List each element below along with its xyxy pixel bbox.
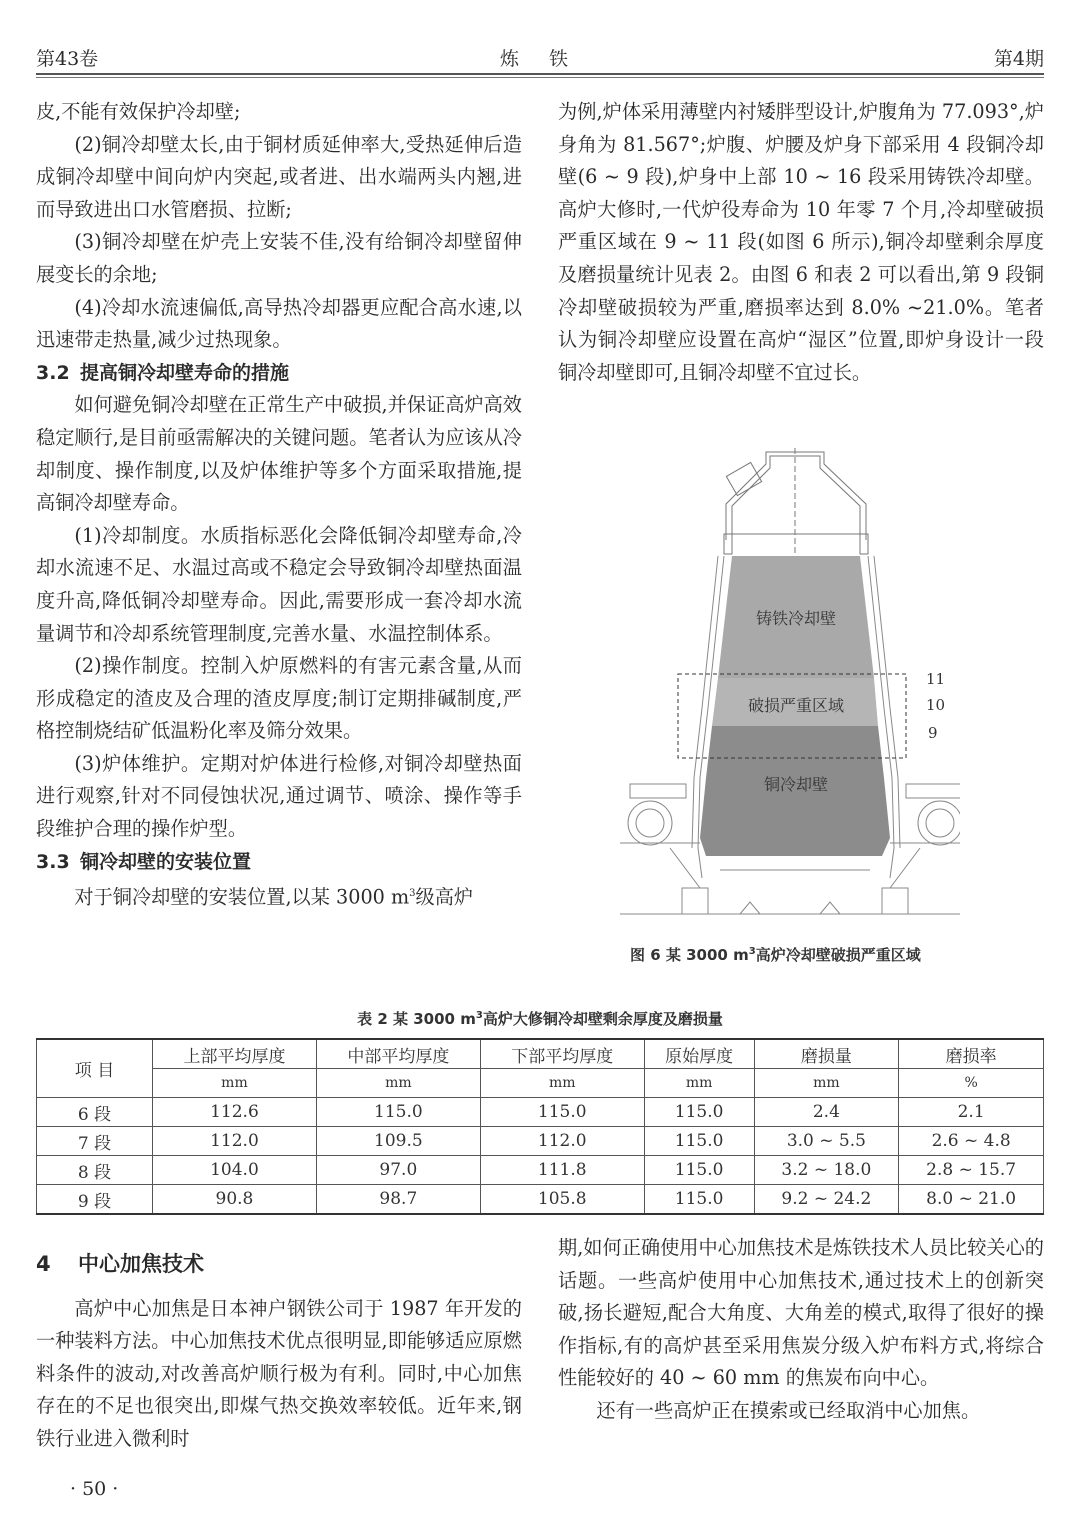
table-unit-row: [37, 1069, 1044, 1098]
table-2-stave-wear: [36, 1038, 1044, 1215]
paragraph: 皮,不能有效保护冷却壁;: [36, 100, 241, 123]
paragraph: 对于铜冷却壁的安装位置,以某 3000 $m^3$级高炉: [74, 885, 474, 909]
paragraph: (1)冷却制度。水质指标恶化会降低铜冷却壁寿命,冷却水流速不足、水温过高或不稳定会导致铜冷却壁热面温度升高,降低铜冷却壁寿命。因此,需要形成一套冷却水流量调节和冷却系统管理制度,完善水量、水温控制体系。: [36, 523, 522, 645]
unit: mm: [316, 1069, 480, 1098]
segment-11-label: 11: [926, 670, 946, 688]
section-heading-3-3: 3.3 铜冷却壁的安装位置: [36, 850, 252, 873]
table-row: 7 段 112.0 109.5 112.0 115.0 3.0 ~ 5.5 2.6 ~ 4.8: [37, 1127, 1044, 1156]
journal-title: 炼 铁: [499, 48, 581, 70]
segment-10-label: 10: [926, 696, 946, 714]
label-damage-zone: 破损严重区域: [747, 696, 845, 715]
right-column-section-4: [558, 1232, 1044, 1428]
paragraph: (4)冷却水流速偏低,高导热冷却器更应配合高水速,以迅速带走热量,减少过热现象。: [36, 295, 522, 352]
col-header-item: 项 目: [37, 1039, 153, 1098]
col-header-original: 原始厚度: [644, 1039, 754, 1069]
col-header-upper: 上部平均厚度: [153, 1039, 317, 1069]
col-header-wear-rate: 磨损率: [899, 1039, 1044, 1069]
paragraph: (3)炉体维护。定期对炉体进行检修,对铜冷却壁热面进行观察,针对不同侵蚀状况,通过调节、喷涂、操作等手段维护合理的操作炉型。: [36, 751, 522, 841]
unit: mm: [153, 1069, 317, 1098]
segment-9-label: 9: [928, 724, 938, 742]
paragraph: 为例,炉体采用薄壁内衬矮胖型设计,炉腹角为 77.093°,炉身角为 81.567°;炉腹、炉腰及炉身下部采用 4 段铜冷却壁(6 ~ 9 段),炉身中上部 10 ~ 16 段采用铸铁冷却壁。高炉大修时,一代炉役寿命为 10 年零 7 个月,冷却壁破损严重区域在 9 ~ 11 段(如图 6 所示),铜冷却壁剩余厚度及磨损量统计见表 2。由图 6 和表 2 可以看出,第 9 段铜冷却壁破损较为严重,磨损率达到 8.0% ~21.0%。笔者认为铜冷却壁应设置在高炉“湿区”位置,即炉身设计一段铜冷却壁即可,且铜冷却壁不宜过长。: [558, 100, 1044, 384]
paragraph: 期,如何正确使用中心加焦技术是炼铁技术人员比较关心的话题。一些高炉使用中心加焦技术,通过技术上的创新突破,扬长避短,配合大角度、大角差的模式,取得了很好的操作指标,有的高炉甚至采用焦炭分级入炉布料方式,将综合性能较好的 40 ~ 60 mm 的焦炭布向中心。: [558, 1236, 1044, 1390]
right-column: [558, 96, 1044, 389]
table-row: 8 段 104.0 97.0 111.8 115.0 3.2 ~ 18.0 2.8 ~ 15.7: [37, 1156, 1044, 1185]
unit: mm: [480, 1069, 644, 1098]
paragraph: (3)铜冷却壁在炉壳上安装不佳,没有给铜冷却壁留伸展变长的余地;: [36, 230, 522, 286]
paragraph: 如何避免铜冷却壁在正常生产中破损,并保证高炉高效稳定顺行,是目前亟需解决的关键问题。笔者认为应该从冷却制度、操作制度,以及炉体维护等多个方面采取措施,提高铜冷却壁寿命。: [36, 393, 522, 515]
unit: mm: [644, 1069, 754, 1098]
section-heading-3-2: 3.2 提高铜冷却壁寿命的措施: [36, 361, 290, 384]
left-column-section-4: [36, 1248, 522, 1456]
section-heading-4: 4 中心加焦技术: [36, 1252, 204, 1276]
left-column: [36, 96, 522, 914]
paragraph: 高炉中心加焦是日本神户钢铁公司于 1987 年开发的一种装料方法。中心加焦技术优点很明显,即能够适应原燃料条件的波动,对改善高炉顺行极为有利。同时,中心加焦存在的不足也很突出,即煤气热交换效率较低。近年来,钢铁行业进入微利时: [36, 1296, 522, 1450]
issue-label: 第4期: [993, 48, 1044, 70]
label-cast-iron-staves: 铸铁冷却壁: [755, 609, 837, 628]
table-row: 6 段 112.6 115.0 115.0 115.0 2.4 2.1: [37, 1098, 1044, 1127]
paragraph: 还有一些高炉正在摸索或已经取消中心加焦。: [596, 1398, 981, 1422]
figure-6-furnace-diagram: [620, 448, 960, 920]
header-rule: [36, 73, 1044, 75]
paragraph: (2)操作制度。控制入炉原燃料的有害元素含量,从而形成稳定的渣皮及合理的渣皮厚度;制订定期排碱制度,严格控制烧结矿低温粉化率及筛分效果。: [36, 654, 522, 743]
blast-furnace-schematic: [620, 448, 960, 920]
unit: mm: [754, 1069, 899, 1098]
label-copper-staves: 铜冷却壁: [763, 775, 829, 794]
paragraph: (2)铜冷却壁太长,由于铜材质延伸率大,受热延伸后造成铜冷却壁中间向炉内突起,或者进、出水端两头内翘,进而导致进出口水管磨损、拉断;: [36, 132, 522, 221]
unit: %: [899, 1069, 1044, 1098]
volume-label: 第43卷: [36, 48, 99, 70]
header-rule-thin: [36, 77, 1044, 78]
table-2-caption: 表 2 某 3000 $m^3$高炉大修铜冷却壁剩余厚度及磨损量: [357, 1010, 723, 1028]
col-header-middle: 中部平均厚度: [316, 1039, 480, 1069]
table-row: 9 段 90.8 98.7 105.8 115.0 9.2 ~ 24.2 8.0 ~ 21.0: [37, 1185, 1044, 1215]
figure-6-caption: 图 6 某 3000 $m^3$高炉冷却壁破损严重区域: [630, 946, 921, 964]
col-header-wear: 磨损量: [754, 1039, 899, 1069]
table-header-row: [37, 1039, 1044, 1069]
col-header-lower: 下部平均厚度: [480, 1039, 644, 1069]
running-header: [36, 40, 1044, 70]
page-number: · 50 ·: [70, 1478, 119, 1500]
